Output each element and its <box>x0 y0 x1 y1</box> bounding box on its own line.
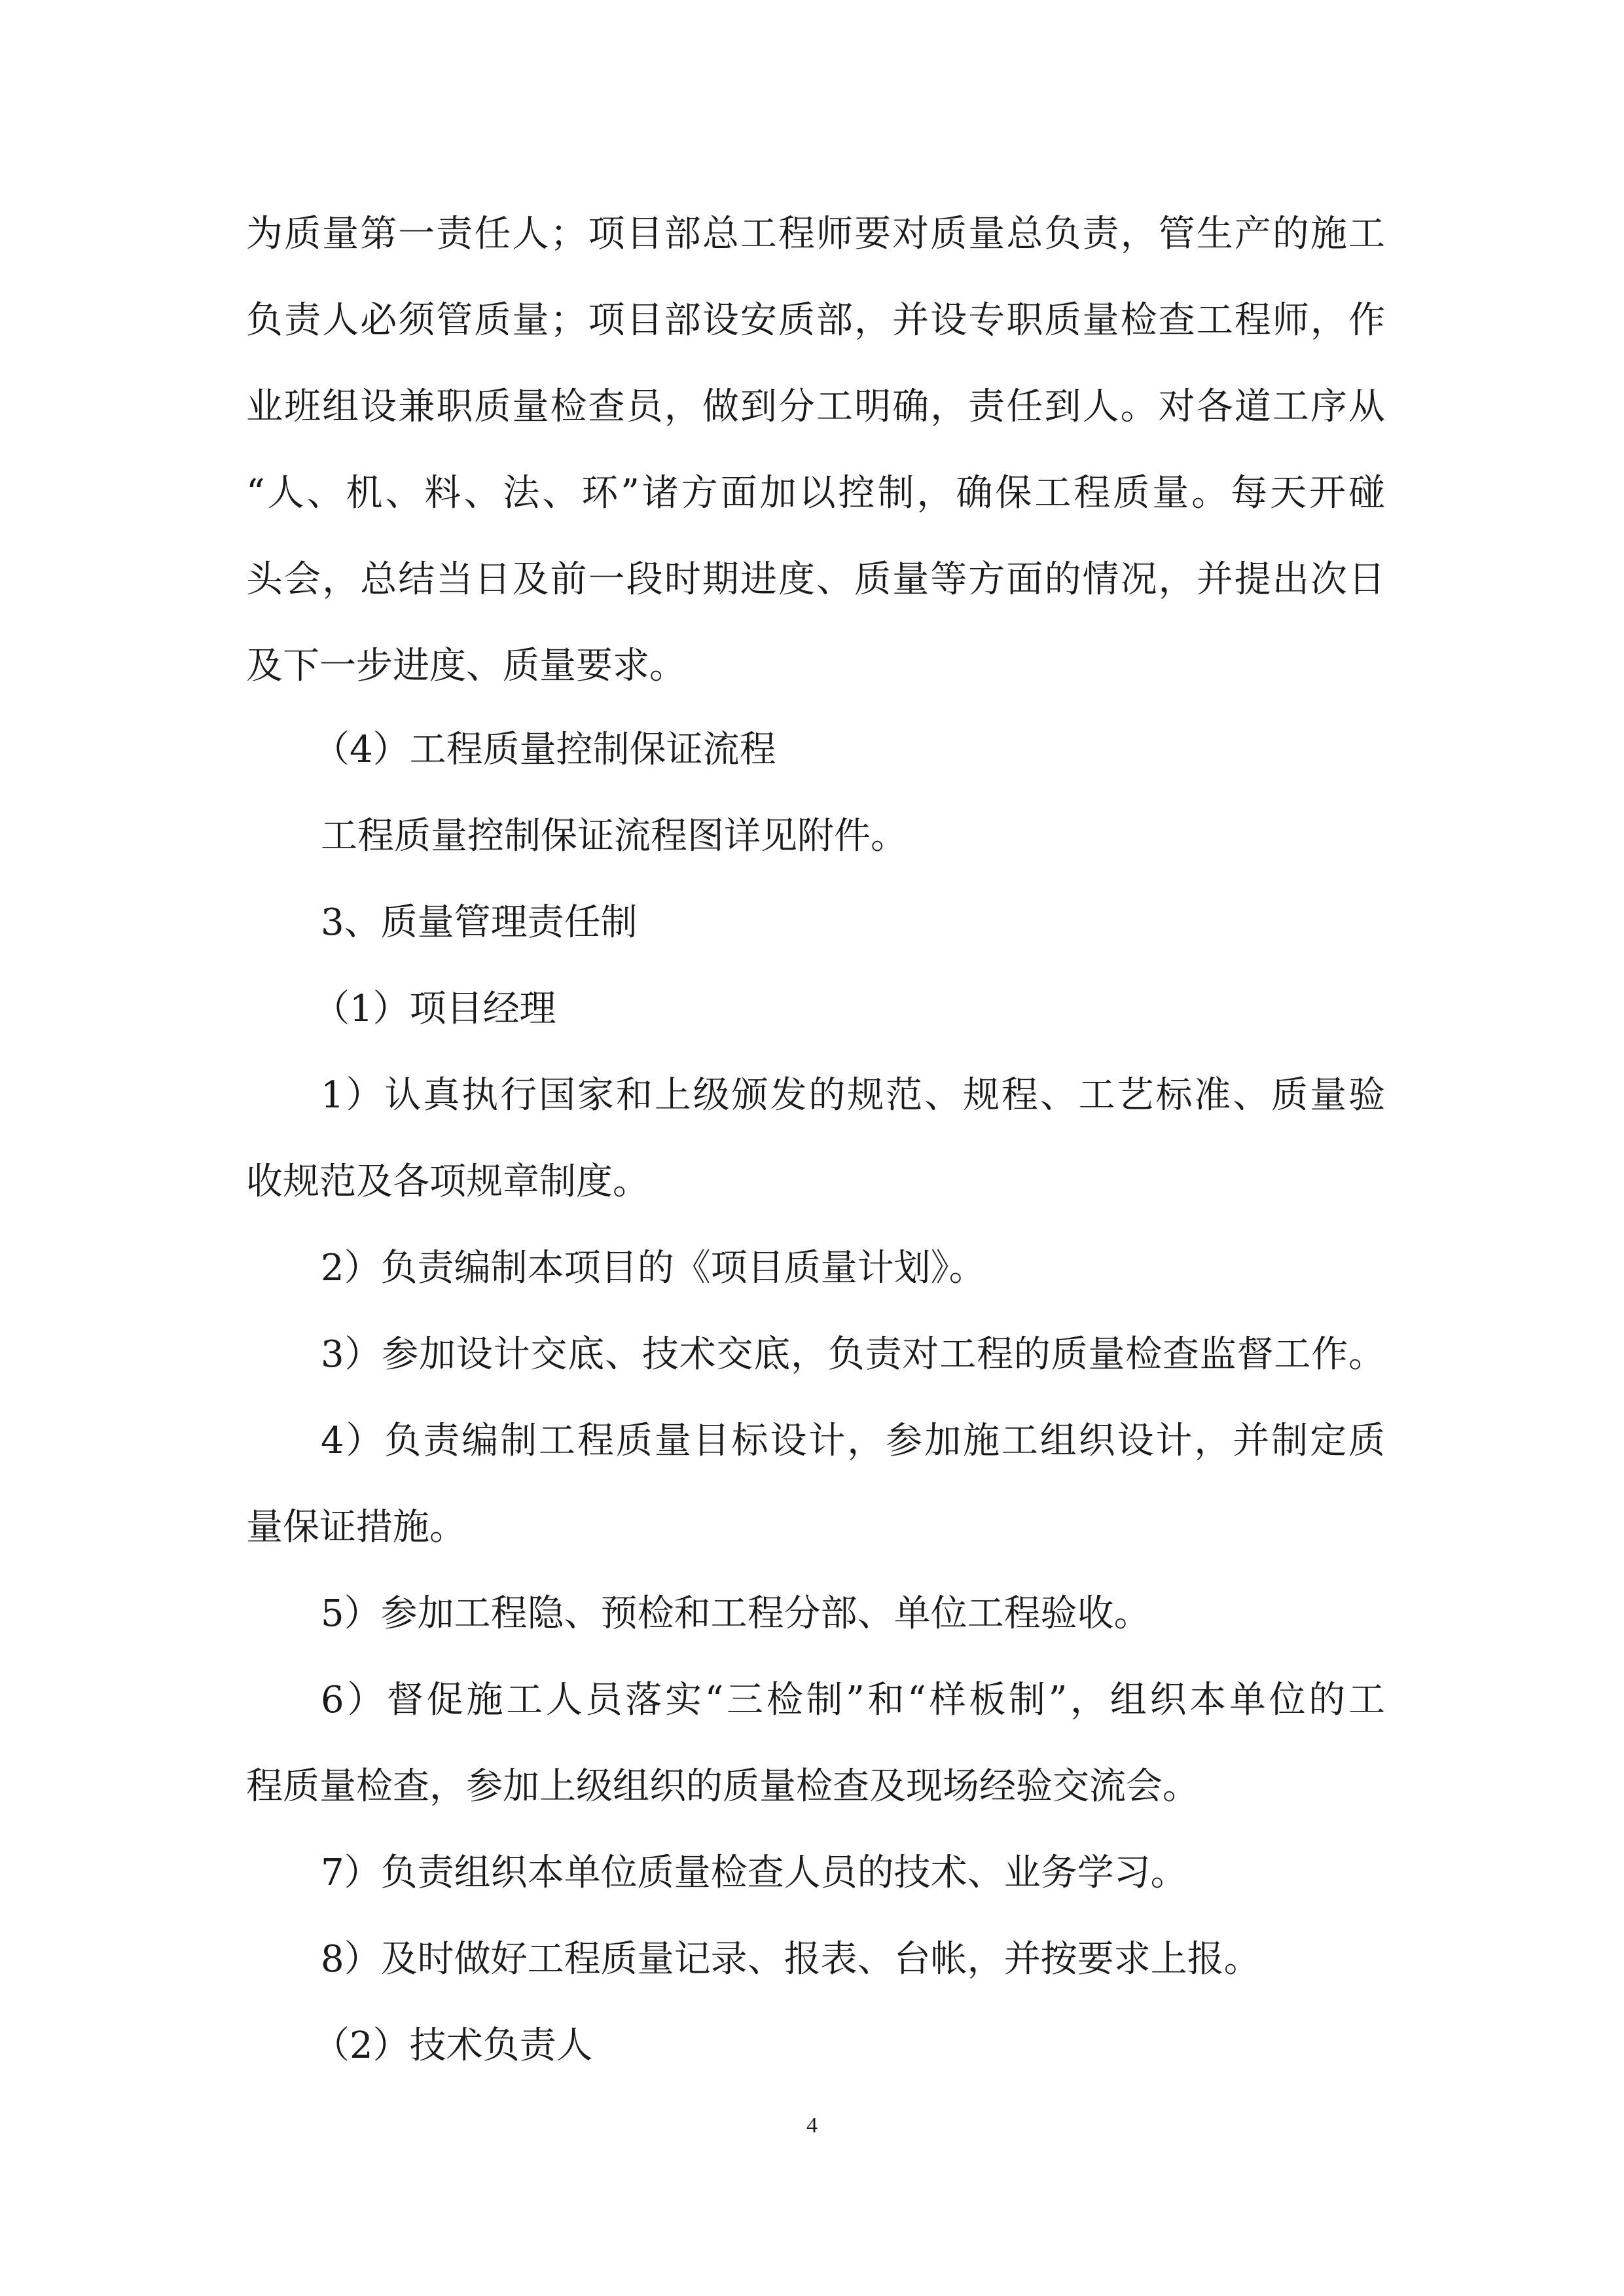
item-5: 5）参加工程隐、预检和工程分部、单位工程验收。 <box>321 1592 1151 1635</box>
page-number: 4 <box>806 2113 818 2138</box>
text-line-4: “人、机、料、法、环”诸方面加以控制，确保工程质量。每天开碰 <box>246 472 1385 514</box>
item-2: 2）负责编制本项目的《项目质量计划》。 <box>321 1247 986 1289</box>
item-4-line-2: 量保证措施。 <box>246 1506 466 1549</box>
item-1-line-1: 1）认真执行国家和上级颁发的规范、规程、工艺标准、质量验 <box>321 1074 1385 1117</box>
item-8: 8）及时做好工程质量记录、报表、台帐，并按要求上报。 <box>321 1938 1261 1981</box>
section-heading-4: （4）工程质量控制保证流程 <box>313 728 776 771</box>
subsection-heading-2: （2）技术负责人 <box>313 2024 593 2067</box>
text-line-3: 业班组设兼职质量检查员，做到分工明确，责任到人。对各道工序从 <box>246 386 1385 428</box>
text-line-8: 工程质量控制保证流程图详见附件。 <box>321 815 907 857</box>
text-line-1: 为质量第一责任人；项目部总工程师要对质量总负责，管生产的施工 <box>246 213 1385 255</box>
item-7: 7）负责组织本单位质量检查人员的技术、业务学习。 <box>321 1852 1187 1894</box>
item-3: 3）参加设计交底、技术交底，负责对工程的质量检查监督工作。 <box>321 1333 1385 1376</box>
text-line-5: 头会，总结当日及前一段时期进度、质量等方面的情况，并提出次日 <box>246 558 1385 601</box>
item-4-line-1: 4）负责编制工程质量目标设计，参加施工组织设计，并制定质 <box>321 1420 1385 1462</box>
section-heading-3: 3、质量管理责任制 <box>321 901 638 944</box>
item-1-line-2: 收规范及各项规章制度。 <box>246 1160 649 1203</box>
item-6-line-1: 6）督促施工人员落实“三检制”和“样板制”，组织本单位的工 <box>321 1679 1385 1721</box>
item-6-line-2: 程质量检查，参加上级组织的质量检查及现场经验交流会。 <box>246 1765 1199 1808</box>
subsection-heading-1: （1）项目经理 <box>313 988 556 1030</box>
text-line-6: 及下一步进度、质量要求。 <box>246 645 686 687</box>
text-line-2: 负责人必须管质量；项目部设安质部，并设专职质量检查工程师，作 <box>246 299 1385 342</box>
